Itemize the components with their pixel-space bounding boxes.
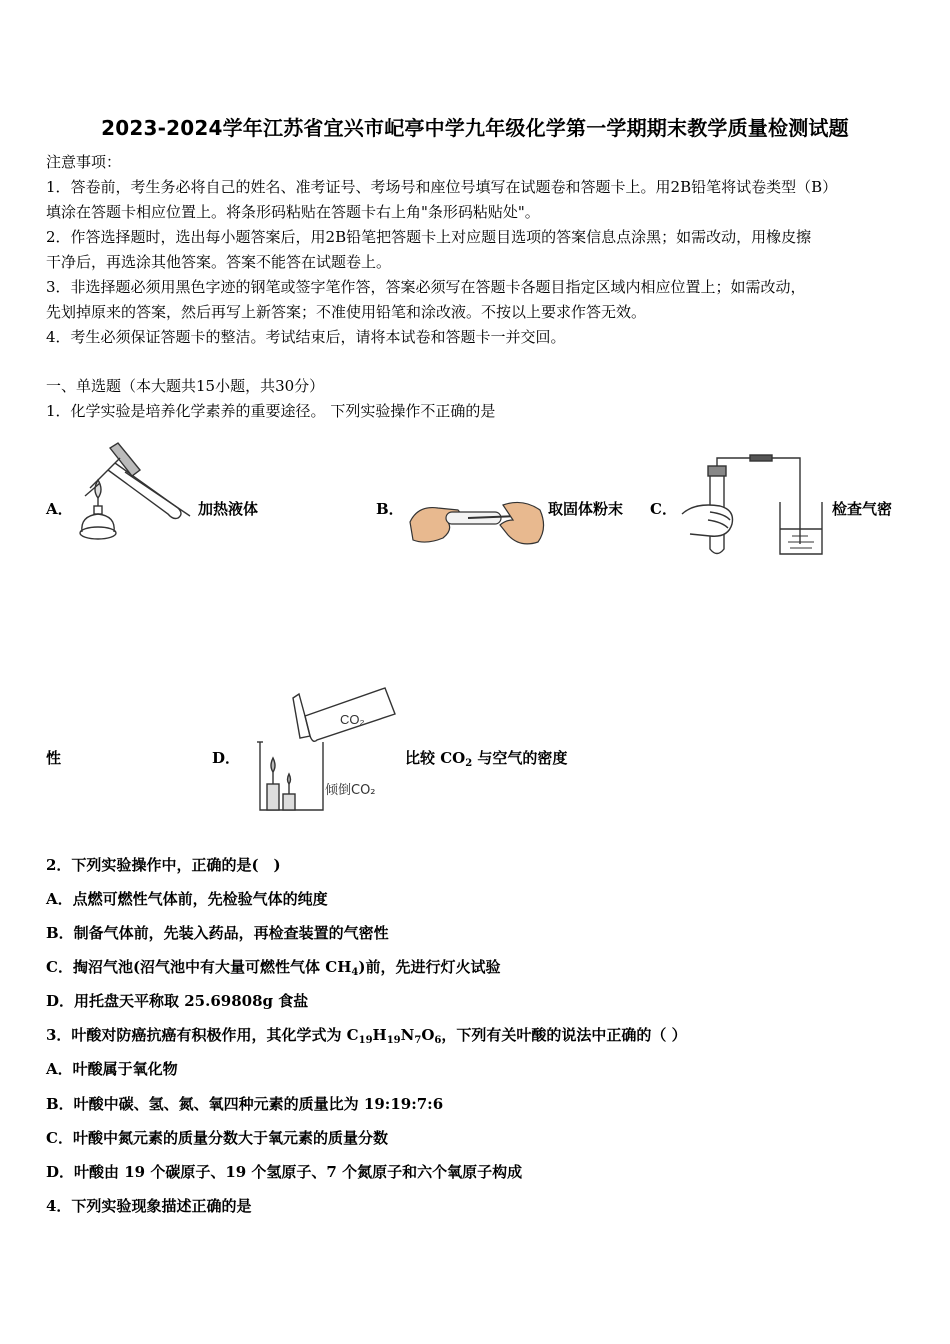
q1-option-b-label: B． [376,500,404,518]
q1-option-a-text: 加热液体 [198,500,259,518]
q1-option-a-label: A． [46,500,73,518]
q1-option-b-text: 取固体粉末 [548,500,624,518]
q1-option-c-label: C． [650,500,677,518]
powder-figure [408,490,548,550]
pour-co2-label: 倾倒CO₂ [325,783,376,798]
q2-option-d: D．用托盘天平称取 25.69808g 食盐 [46,992,309,1010]
notice-item-1-line-2: 填涂在答题卡相应位置上。将条形码粘贴在答题卡右上角"条形码粘贴处"。 [46,203,540,221]
notice-item-4: 4．考生必须保证答题卡的整洁。考试结束后，请将本试卷和答题卡一并交回。 [46,328,566,346]
q1-option-d-label: D． [212,749,241,767]
question-1-stem: 1．化学实验是培养化学素养的重要途径。 下列实验操作不正确的是 [46,402,496,420]
airtightness-figure [680,454,830,560]
q2-option-c: C．掏沼气池(沼气池中有大量可燃性气体 $CH_4$)前，先进行灯火试验 [46,958,501,978]
co2-bottle-label: CO₂ [340,712,365,727]
co2-pouring-figure [255,686,400,816]
notice-item-3-line-1: 3．非选择题必须用黑色字迹的钢笔或签字笔作答，答案必须写在答题卡各题目指定区域内相应位置上；如需改动， [46,278,806,296]
q2-option-a: A．点燃可燃性气体前，先检验气体的纯度 [46,890,328,908]
question-4-stem: 4．下列实验现象描述正确的是 [46,1197,252,1215]
q3-option-b: B．叶酸中碳、氢、氮、氧四种元素的质量比为 19:19:7:6 [46,1095,444,1113]
question-2-stem: 2．下列实验操作中，正确的是( ) [46,856,281,874]
q1-option-d-text: 比较 $CO_2$ 与空气的密度 [405,749,568,769]
notice-item-3-line-2: 先划掉原来的答案，然后再写上新答案；不准使用铅笔和涂改液。不按以上要求作答无效。 [46,303,647,321]
q2-option-b: B．制备气体前，先装入药品，再检查装置的气密性 [46,924,389,942]
exam-title: 2023-2024学年江苏省宜兴市屺亭中学九年级化学第一学期期末教学质量检测试题 [101,116,849,140]
notice-item-2-line-1: 2．作答选择题时，选出每小题答案后，用2B铅笔把答题卡上对应题目选项的答案信息点涂黑；如需改动，用橡皮擦 [46,228,812,246]
q3-option-a: A．叶酸属于氧化物 [46,1060,178,1078]
notice-item-2-line-2: 干净后，再选涂其他答案。答案不能答在试题卷上。 [46,253,392,271]
heating-liquid-figure [70,438,195,553]
q3-option-c: C．叶酸中氮元素的质量分数大于氧元素的质量分数 [46,1129,388,1147]
notice-heading: 注意事项： [46,153,122,171]
section-heading: 一、单选题（本大题共15小题，共30分） [46,377,325,395]
q1-option-c-continuation: 性 [46,749,62,767]
q1-option-c-text: 检查气密 [832,500,893,518]
notice-item-1-line-1: 1．答卷前，考生务必将自己的姓名、准考证号、考场号和座位号填写在试题卷和答题卡上。用2B铅笔将试卷类型（B） [46,178,838,196]
question-3-stem: 3．叶酸对防癌抗癌有积极作用，其化学式为 $C_{19}H_{19}N_7O_6$，下列有关叶酸的说法中正确的（ ） [46,1026,687,1046]
q3-option-d: D．叶酸由 19 个碳原子、19 个氢原子、7 个氮原子和六个氧原子构成 [46,1163,523,1181]
